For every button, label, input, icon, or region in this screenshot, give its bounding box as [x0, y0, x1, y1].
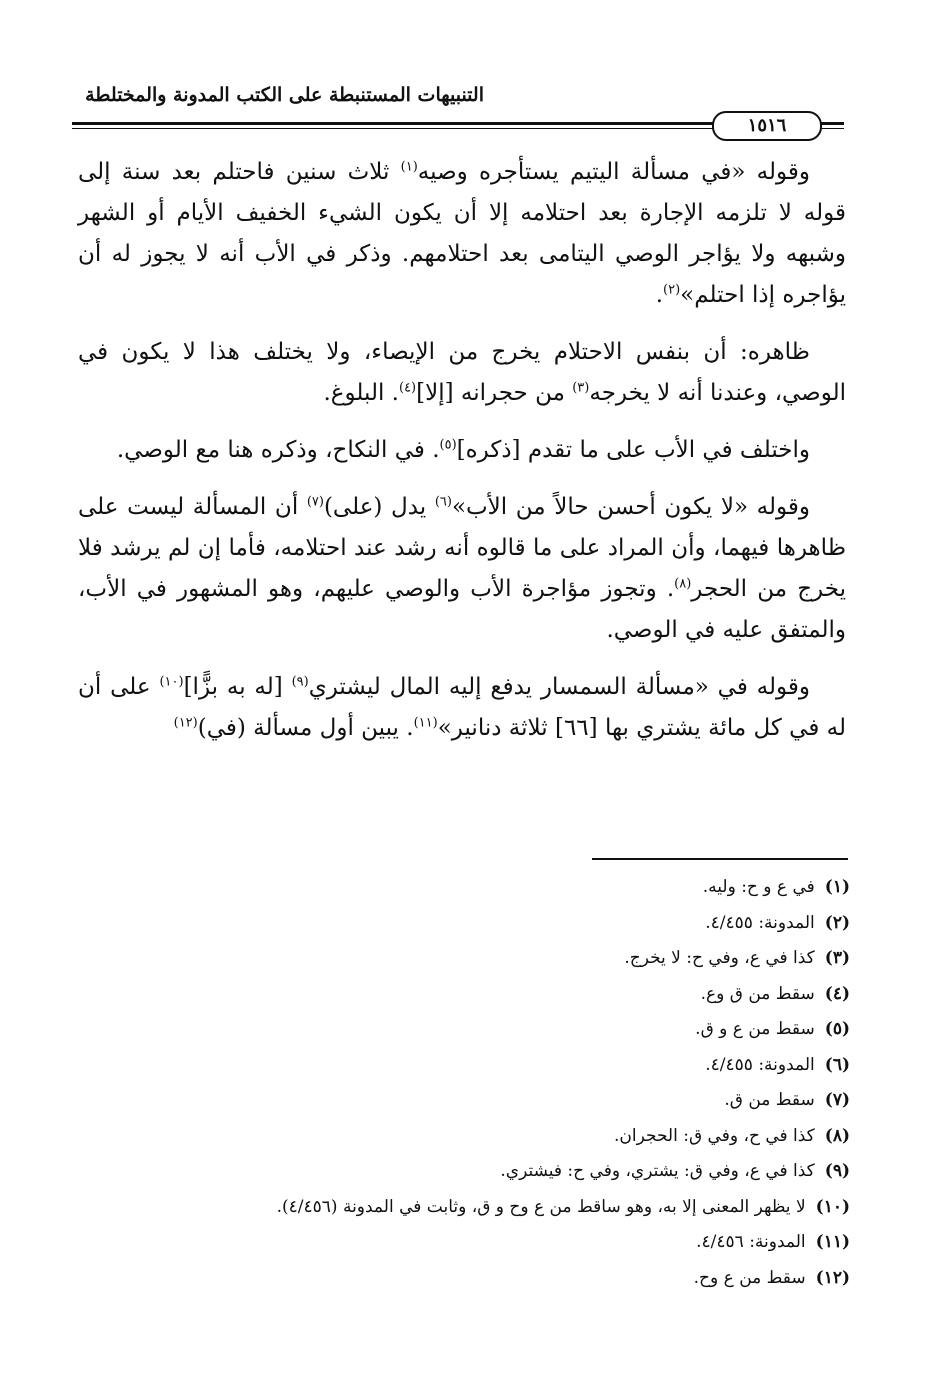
footnote: [90, 1083, 850, 1119]
page-number: ١٥١٦: [712, 111, 822, 141]
footnote-ref-9: (٩): [291, 674, 309, 690]
footnote-text: كذا في ع، وفي ح: لا يخرج.: [624, 948, 815, 968]
p1-text-a: وقوله «في مسألة اليتيم يستأجره وصيه: [417, 159, 811, 185]
paragraph-1: [78, 152, 846, 316]
footnote-ref-5: (٥): [439, 437, 457, 453]
footnote: [90, 977, 850, 1013]
footnote: [90, 1012, 850, 1048]
page-header: [72, 82, 844, 162]
footnote-text: سقط من ق.: [724, 1090, 815, 1110]
footnote-text: سقط من ق وع.: [700, 983, 815, 1004]
footnote: [90, 1154, 850, 1190]
footnote-text: كذا في ح، وفي ق: الحجران.: [613, 1125, 815, 1146]
paragraph-5: [78, 667, 846, 749]
footnote: [90, 906, 850, 942]
running-title: التنبيهات المستنبطة على الكتب المدونة والمختلطة: [85, 84, 484, 106]
footnote: [90, 1190, 850, 1226]
footnote-number: (٦): [824, 1054, 850, 1075]
p2-text-b: من حجرانه [إلا]: [416, 380, 573, 406]
footnote-number: (٣): [824, 948, 850, 968]
p3-text-a: واختلف في الأب على ما تقدم [ذكره]: [456, 437, 810, 463]
p1-text-c: .: [655, 282, 664, 308]
footnote-text: في ع و ح: وليه.: [702, 877, 815, 897]
footnote: [90, 1119, 850, 1155]
p1-text-b: ثلاث سنين فاحتلم بعد سنة إلى قوله لا تلزمه الإجارة بعد احتلامه إلا أن يكون الشيء الخفيف الأيام أو الشهر وشبهه ولا يؤاجر الوصي اليتامى بعد احتلامهم. وذكر في الأب أنه لا يجوز له أن يؤاجره إذا احتلم»: [78, 159, 846, 308]
main-text: [78, 152, 846, 765]
footnote-ref-7: (٧): [306, 494, 324, 510]
p4-text-b: يدل (على): [323, 494, 435, 520]
p4-text-c: أن المسألة ليست على ظاهرها فيهما، وأن المراد على ما قالوه أنه رشد عند احتلامه، فأما إن لم يرشد فلا يخرج من الحجر: [78, 494, 846, 602]
footnote-text: لا يظهر المعنى إلا به، وهو ساقط من ع وح و ق، وثابت في المدونة (٤/٤٥٦).: [276, 1196, 806, 1217]
p2-text-a: ظاهره: أن بنفس الاحتلام يخرج من الإيصاء، ولا يختلف هذا لا يكون في الوصي، وعندنا أنه لا يخرجه: [78, 339, 846, 406]
footnote-number: (٢): [824, 912, 850, 933]
footnote-text: سقط من ع وح.: [693, 1267, 806, 1288]
footnote-number: (١): [824, 877, 850, 897]
p5-text-d: . يبين أول مسألة (في): [197, 715, 414, 741]
footnote-ref-12: (١٢): [173, 715, 198, 731]
footnote-text: المدونة: ٤/٤٥٦.: [696, 1232, 806, 1252]
paragraph-4: [78, 487, 846, 651]
paragraph-3: [78, 430, 846, 471]
footnote-number: (١٢): [815, 1267, 850, 1288]
footnote-ref-10: (١٠): [159, 674, 184, 690]
p2-text-c: . البلوغ.: [323, 380, 399, 406]
footnote: [90, 941, 850, 977]
footnote-ref-2: (٢): [663, 282, 681, 298]
footnote-number: (٧): [824, 1090, 850, 1110]
footnote-text: المدونة: ٤/٤٥٥.: [705, 912, 815, 933]
footnote-ref-6: (٦): [434, 494, 452, 510]
footnote-text: كذا في ع، وفي ق: يشتري، وفي ح: فيشتري.: [500, 1161, 815, 1181]
p4-text-a: وقوله «لا يكون أحسن حالاً من الأب»: [451, 494, 810, 520]
footnote: [90, 1225, 850, 1261]
footnote: [90, 870, 850, 906]
p5-text-b: [له به بزًّا]: [183, 674, 292, 700]
footnote-text: المدونة: ٤/٤٥٥.: [705, 1054, 815, 1075]
footnote-number: (١١): [815, 1232, 850, 1252]
footnote-text: سقط من ع و ق.: [695, 1019, 815, 1039]
footnote-number: (٤): [824, 983, 850, 1004]
footnote-number: (٩): [824, 1161, 850, 1181]
footnotes: [90, 870, 850, 1296]
footnote-ref-3: (٣): [572, 380, 590, 396]
p3-text-b: . في النكاح، وذكره هنا مع الوصي.: [116, 437, 440, 463]
footnote-ref-8: (٨): [674, 576, 692, 592]
footnote-number: (١٠): [815, 1196, 850, 1217]
footnote-number: (٥): [824, 1019, 850, 1039]
paragraph-2: [78, 332, 846, 414]
p5-text-c: على أن له في كل مائة يشتري بها [٦٦] ثلاثة دنانير»: [78, 674, 846, 741]
footnote-number: (٨): [824, 1125, 850, 1146]
footnote-ref-1: (١): [400, 159, 418, 175]
footnote-separator: [592, 858, 848, 860]
p5-text-a: وقوله في «مسألة السمسار يدفع إليه المال ليشتري: [308, 674, 810, 700]
footnote-ref-4: (٤): [398, 380, 417, 396]
footnote: [90, 1048, 850, 1084]
p4-text-d: . وتجوز مؤاجرة الأب والوصي عليهم، وهو المشهور في الأب، والمتفق عليه في الوصي.: [78, 576, 846, 643]
footnote: [90, 1261, 850, 1297]
footnote-ref-11: (١١): [413, 715, 438, 731]
